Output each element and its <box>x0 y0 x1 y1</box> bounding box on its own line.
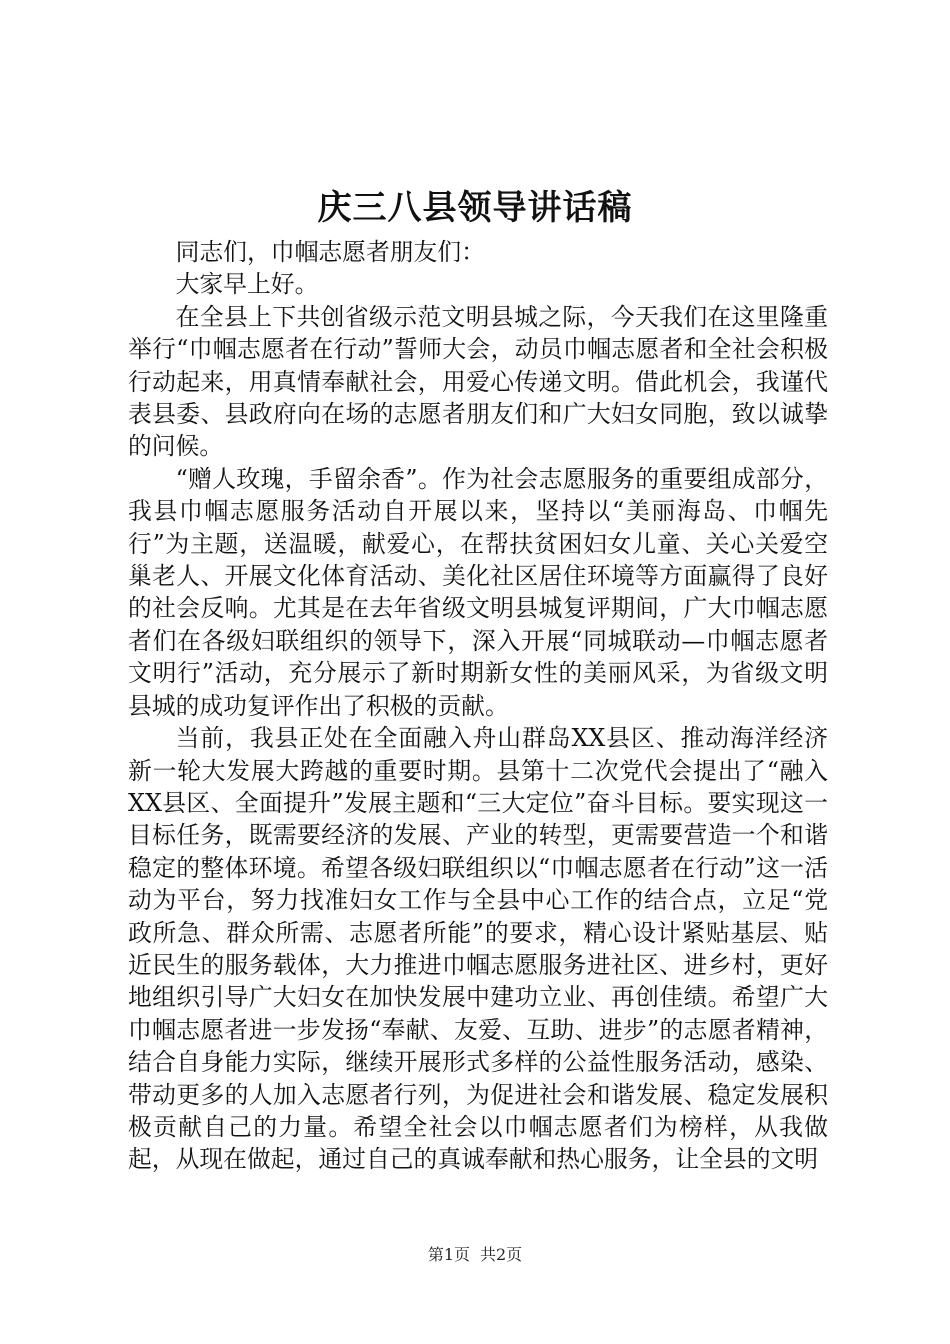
page-number: 第1页 <box>427 1245 470 1264</box>
paragraph-current-tasks: 当前，我县正处在全面融入舟山群岛XX县区、推动海洋经济新一轮大发展大跨越的重要时期。县第十二次党代会提出了“融入XX县区、全面提升”发展主题和“三大定位”奋斗目标。要实现这一目标任务，既需要经济的发展、产业的转型，更需要营造一个和谐稳定的整体环境。希望各级妇联组织以“巾帼志愿者在行动”这一活动为平台，努力找准妇女工作与全县中心工作的结合点，立足“党政所急、群众所需、志愿者所能”的要求，精心设计紧贴基层、贴近民生的服务载体，大力推进巾帼志愿服务进社区、进乡村，更好地组织引导广大妇女在加快发展中建功立业、再创佳绩。希望广大巾帼志愿者进一步发扬“奉献、友爱、互助、进步”的志愿者精神，结合自身能力实际，继续开展形式多样的公益性服务活动，感染、带动更多的人加入志愿者行列，为促进社会和谐发展、稳定发展积极贡献自己的力量。希望全社会以巾帼志愿者们为榜样，从我做起，从现在做起，通过自己的真诚奉献和热心服务，让全县的文明 <box>128 724 828 1174</box>
greeting: 大家早上好。 <box>175 270 319 299</box>
paragraph-opening: 在全县上下共创省级示范文明县城之际，今天我们在这里隆重举行“巾帼志愿者在行动”誓师大会，动员巾帼志愿者和全社会积极行动起来，用真情奉献社会，用爱心传递文明。借此机会，我谨代表县委、县政府向在场的志愿者朋友们和广大妇女同胞，致以诚挚的问候。 <box>128 302 828 461</box>
page-footer <box>0 1244 950 1266</box>
paragraph-achievements: “赠人玫瑰，手留余香”。作为社会志愿服务的重要组成部分，我县巾帼志愿服务活动自开展以来，坚持以“美丽海岛、巾帼先行”为主题，送温暖，献爱心，在帮扶贫困妇女儿童、关心关爱空巢老人、开展文化体育活动、美化社区居住环境等方面赢得了良好的社会反响。尤其是在去年省级文明县城复评期间，广大巾帼志愿者们在各级妇联组织的领导下，深入开展“同城联动—巾帼志愿者文明行”活动，充分展示了新时期新女性的美丽风采，为省级文明县城的成功复评作出了积极的贡献。 <box>128 464 828 720</box>
document-title: 庆三八县领导讲话稿 <box>317 188 633 228</box>
page-total: 共2页 <box>480 1245 523 1264</box>
salutation: 同志们，巾帼志愿者朋友们： <box>175 238 485 266</box>
document-body <box>128 236 828 1176</box>
